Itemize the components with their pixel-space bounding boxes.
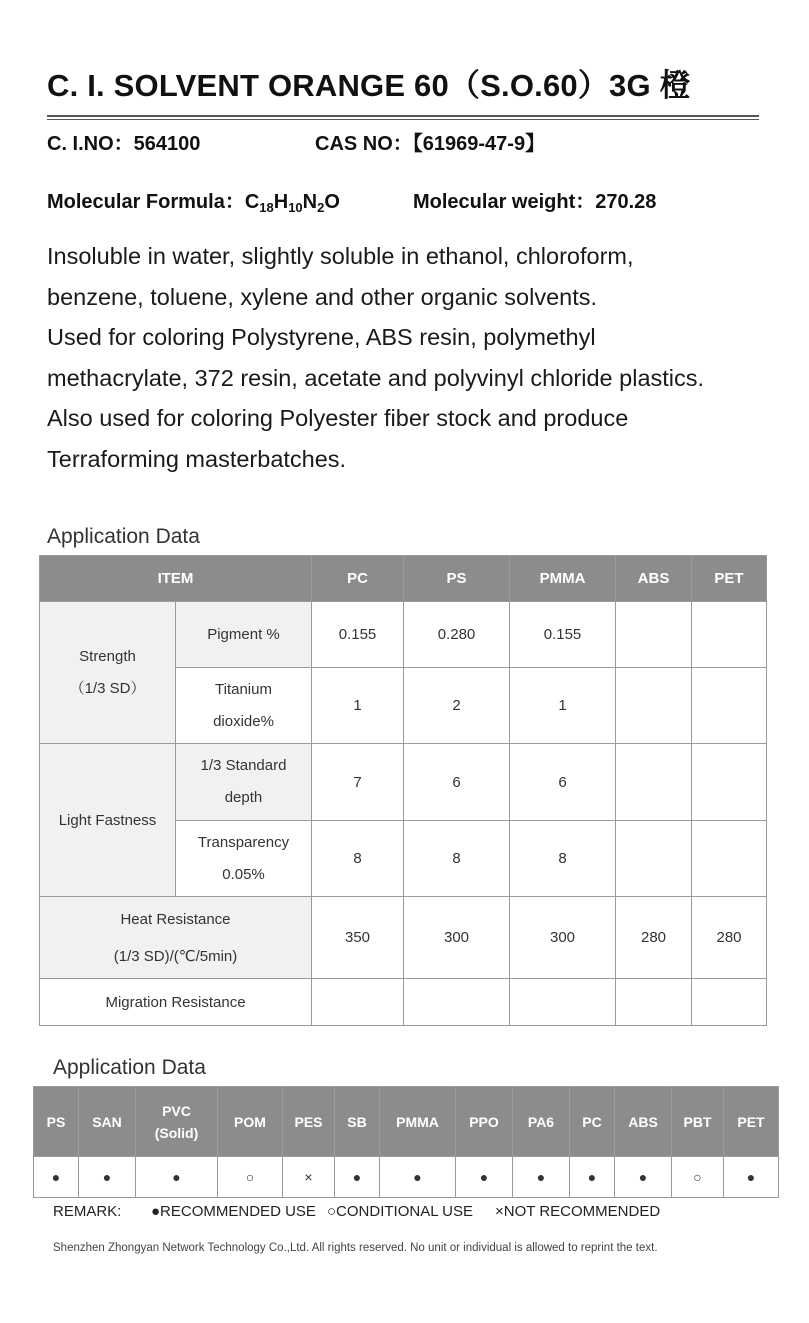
standard-depth-label (176, 744, 312, 821)
table-cell: ● (79, 1157, 136, 1198)
table-cell (616, 602, 692, 668)
remark-not-recommended: ×NOT RECOMMENDED (495, 1203, 661, 1220)
header-pes: PES (283, 1087, 335, 1157)
header-pa6: PA6 (513, 1087, 570, 1157)
header-item: ITEM (40, 556, 312, 602)
header-san: SAN (79, 1087, 136, 1157)
table-cell (692, 821, 767, 897)
header-pbt: PBT (672, 1087, 724, 1157)
table-cell (312, 979, 404, 1026)
table-cell: ● (456, 1157, 513, 1198)
formula-n-count: 2 (317, 200, 325, 215)
table-cell: ● (513, 1157, 570, 1198)
table-cell: 0.280 (404, 602, 510, 668)
header-ps: PS (404, 556, 510, 602)
migration-label: Migration Resistance (40, 979, 312, 1026)
transparency-label (176, 821, 312, 897)
table-cell (404, 979, 510, 1026)
table-cell (692, 744, 767, 821)
application-data-table (39, 555, 767, 1026)
heat-resistance-label-line: (1/3 SD)/(℃/5min) (113, 947, 238, 965)
table-cell: ● (380, 1157, 456, 1198)
table-cell: 300 (404, 897, 510, 979)
table-cell: 7 (312, 744, 404, 821)
remark-conditional: ○CONDITIONAL USE (327, 1203, 474, 1220)
table-row-migration (40, 979, 767, 1026)
title-divider-thin (47, 119, 759, 120)
description-line: methacrylate, 372 resin, acetate and polyvinyl chloride plastics. (47, 364, 705, 391)
table-cell: 8 (510, 821, 616, 897)
table-cell: ○ (672, 1157, 724, 1198)
strength-label: Strength (79, 647, 136, 665)
remark-recommended: ●RECOMMENDED USE (151, 1203, 316, 1220)
row-group-light-fastness: Light Fastness (40, 744, 176, 897)
titanium-label (176, 668, 312, 744)
resin-compatibility-table (33, 1086, 779, 1198)
table-cell: 350 (312, 897, 404, 979)
transparency-label-line: 0.05% (222, 865, 265, 883)
header-pvc-sublabel: (Solid) (154, 1124, 199, 1141)
titanium-label-line: Titanium (215, 680, 272, 698)
formula-o: O (324, 191, 340, 213)
header-abs: ABS (615, 1087, 672, 1157)
header-ps: PS (34, 1087, 79, 1157)
table-row-heat-resistance (40, 897, 767, 979)
standard-depth-label-line: depth (224, 789, 263, 806)
header-pc: PC (570, 1087, 615, 1157)
molecular-weight: Molecular weight：270.28 (413, 191, 657, 213)
table-cell: 280 (692, 897, 767, 979)
table-cell (616, 979, 692, 1026)
title-divider (47, 115, 759, 117)
table-cell: ● (34, 1157, 79, 1198)
table-cell (692, 668, 767, 744)
table-cell: 1 (312, 668, 404, 744)
header-pmma: PMMA (380, 1087, 456, 1157)
table-row-compatibility (34, 1157, 779, 1198)
table-cell: ● (570, 1157, 615, 1198)
table-cell (692, 979, 767, 1026)
cas-number: CAS NO：【61969-47-9】 (315, 133, 546, 155)
table-cell: 1 (510, 668, 616, 744)
table-cell: 0.155 (312, 602, 404, 668)
table-cell: 0.155 (510, 602, 616, 668)
table-cell: ○ (218, 1157, 283, 1198)
header-sb: SB (335, 1087, 380, 1157)
header-pet: PET (724, 1087, 779, 1157)
table-cell: 6 (510, 744, 616, 821)
header-abs: ABS (616, 556, 692, 602)
formula-c: C (244, 191, 260, 213)
table-cell: 8 (404, 821, 510, 897)
formula-h-count: 10 (288, 200, 303, 215)
transparency-label-line: Transparency (197, 833, 290, 851)
heat-resistance-label-line: Heat Resistance (120, 910, 231, 928)
header-pmma: PMMA (510, 556, 616, 602)
table-cell: 8 (312, 821, 404, 897)
table-cell: ● (335, 1157, 380, 1198)
heat-resistance-label (40, 897, 312, 979)
header-pom: POM (218, 1087, 283, 1157)
header-ppo: PPO (456, 1087, 513, 1157)
table-cell: 280 (616, 897, 692, 979)
description-line: Also used for coloring Polyester fiber stock and produce (47, 405, 629, 431)
strength-sublabel: （1/3 SD） (69, 679, 146, 697)
formula-h: H (273, 191, 289, 213)
formula-c-count: 18 (259, 200, 274, 215)
table-cell: 6 (404, 744, 510, 821)
table-cell: ● (136, 1157, 218, 1198)
description-line: Used for coloring Polystyrene, ABS resin, polymethyl (47, 324, 596, 350)
table-row-pigment (40, 602, 767, 668)
table-row-standard-depth (40, 744, 767, 821)
table-cell (510, 979, 616, 1026)
table-cell (616, 668, 692, 744)
table-cell: 2 (404, 668, 510, 744)
header-pvc-label: PVC (162, 1102, 191, 1119)
table-cell: ● (724, 1157, 779, 1198)
table-cell: 300 (510, 897, 616, 979)
titanium-label-line: dioxide% (213, 712, 274, 730)
table-cell: ● (615, 1157, 672, 1198)
remark-label: REMARK: (53, 1203, 122, 1220)
table-cell (692, 602, 767, 668)
header-pc: PC (312, 556, 404, 602)
formula-label: Molecular Formula： (47, 191, 245, 213)
section-title-application-data: Application Data (47, 525, 200, 548)
description-line: Insoluble in water, slightly soluble in ethanol, chloroform, (47, 243, 634, 269)
copyright-footer: Shenzhen Zhongyan Network Technology Co.,Ltd. All rights reserved. No unit or individual is allowed to reprint the text. (53, 1242, 658, 1254)
page-title: C. I. SOLVENT ORANGE 60（S.O.60）3G 橙 (47, 68, 691, 103)
header-pet: PET (692, 556, 767, 602)
description-line: benzene, toluene, xylene and other organic solvents. (47, 283, 598, 310)
description-line: Terraforming masterbatches. (47, 445, 347, 472)
standard-depth-label-line: 1/3 Standard (200, 757, 287, 774)
ci-number: C. I.NO：564100 (47, 133, 201, 155)
row-group-strength (40, 602, 176, 744)
table-cell: × (283, 1157, 335, 1198)
pigment-label: Pigment % (176, 602, 312, 668)
molecular-formula (47, 185, 340, 215)
section-title-application-data-2: Application Data (53, 1056, 206, 1079)
description (47, 236, 787, 479)
formula-n: N (302, 191, 318, 213)
header-pvc (136, 1087, 218, 1157)
table-cell (616, 744, 692, 821)
table-cell (616, 821, 692, 897)
